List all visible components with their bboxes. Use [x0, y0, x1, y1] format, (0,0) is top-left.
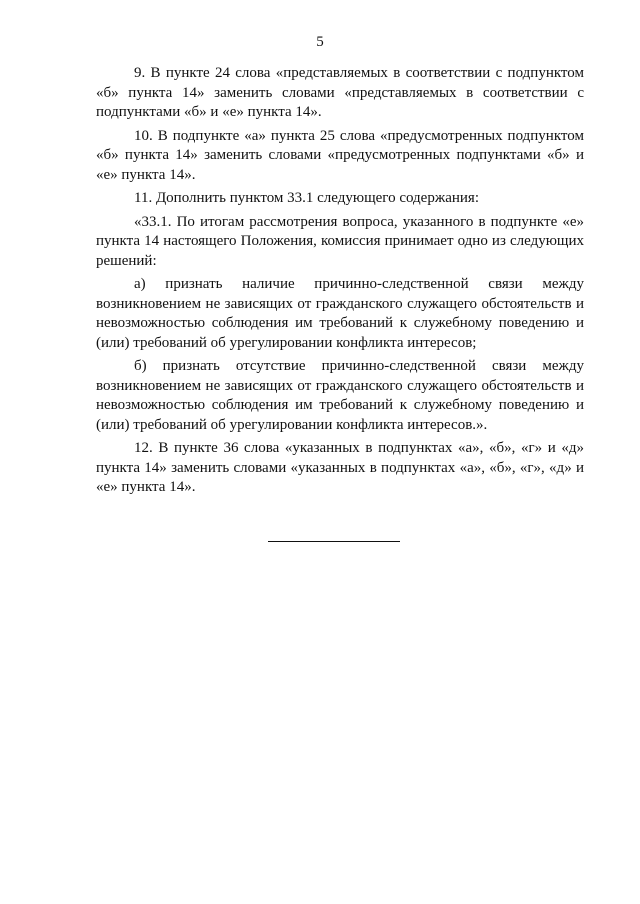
- document-body: [96, 64, 584, 498]
- paragraph-item-9: 9. В пункте 24 слова «представляемых в соответствии с подпунктом «б» пункта 14» заменить словами «представляемых в соответствии с подпунктами «б» и «е» пункта 14».: [96, 65, 584, 120]
- page-number: 5: [316, 34, 324, 50]
- paragraph-item-10: 10. В подпункте «а» пункта 25 слова «предусмотренных подпунктом «б» пункта 14» заменить словами «предусмотренных подпунктами «б» и «е» пункта 14».: [96, 127, 584, 183]
- paragraph-subclause-a: а) признать наличие причинно-следственной связи между возникновением не зависящих от гражданского служащего обстоятельств и невозможностью соблюдения им требований к служебному поведению и (или) требований об урегулировании конфликта интересов;: [96, 276, 584, 351]
- paragraph-clause-33-1: «33.1. По итогам рассмотрения вопроса, указанного в подпункте «е» пункта 14 настоящего Положения, комиссия принимает одно из следующих решений:: [96, 213, 584, 269]
- paragraph-subclause-b: б) признать отсутствие причинно-следственной связи между возникновением не зависящих от гражданского служащего обстоятельств и невозможностью соблюдения им требований к служебному поведению и (или) требований об урегулировании конфликта интересов.».: [96, 358, 584, 433]
- paragraph-item-12: 12. В пункте 36 слова «указанных в подпунктах «а», «б», «г» и «д» пункта 14» заменить словами «указанных в подпунктах «а», «б», «г», «д» и «е» пункта 14».: [96, 440, 584, 495]
- end-separator-line: [268, 541, 400, 542]
- paragraph-item-11: 11. Дополнить пунктом 33.1 следующего содержания:: [134, 190, 479, 206]
